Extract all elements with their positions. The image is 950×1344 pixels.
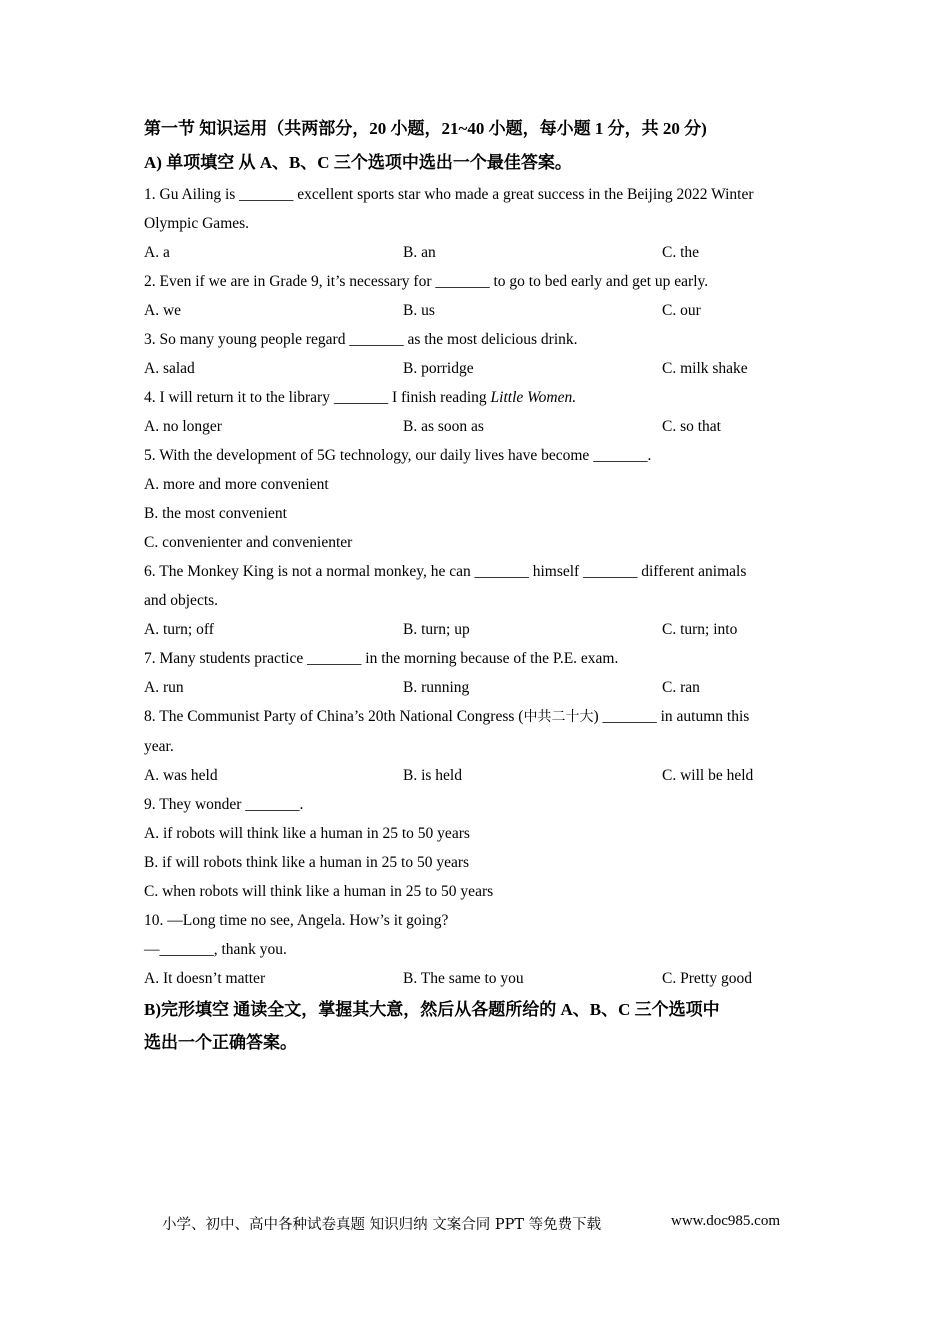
question-1-option-c: C. the: [662, 244, 700, 261]
question-6-stem-cont: and objects.: [144, 592, 219, 609]
question-1-option-a: A. a: [144, 244, 170, 261]
question-3-stem: 3. So many young people regard _______ as the most delicious drink.: [144, 331, 578, 348]
question-6-option-b: B. turn; up: [403, 621, 470, 638]
question-4-option-c: C. so that: [662, 418, 721, 435]
question-3-option-c: C. milk shake: [662, 360, 748, 377]
question-8-stem: [144, 707, 749, 727]
question-1-option-b: B. an: [403, 244, 436, 261]
question-5-stem: 5. With the development of 5G technology, our daily lives have become _______.: [144, 447, 652, 464]
question-2-stem: 2. Even if we are in Grade 9, it’s necessary for _______ to go to bed early and get up early.: [144, 273, 709, 290]
question-9-stem: 9. They wonder _______.: [144, 796, 304, 813]
question-5-option-b: B. the most convenient: [144, 505, 287, 522]
question-7-option-c: C. ran: [662, 679, 700, 696]
question-4-book-title: Little Women.: [490, 389, 577, 406]
question-8-stem-text-end: ) _______ in autumn this: [593, 708, 750, 725]
question-7-stem: 7. Many students practice _______ in the morning because of the P.E. exam.: [144, 650, 619, 667]
section-title: 第一节 知识运用（共两部分，20 小题，21~40 小题，每小题 1 分，共 20 分): [144, 119, 707, 138]
question-4-option-b: B. as soon as: [403, 418, 484, 435]
question-9-option-a: A. if robots will think like a human in 25 to 50 years: [144, 825, 470, 842]
question-8-stem-cont: year.: [144, 738, 174, 755]
question-10-stem: 10. —Long time no see, Angela. How’s it going?: [144, 912, 449, 929]
question-4-stem-text: 4. I will return it to the library _______ I finish reading: [144, 389, 491, 406]
question-8-option-b: B. is held: [403, 767, 462, 784]
question-6-stem: 6. The Monkey King is not a normal monkey, he can _______ himself _______ different animals: [144, 563, 747, 580]
question-2-option-a: A. we: [144, 302, 182, 319]
question-5-option-c: C. convenienter and convenienter: [144, 534, 353, 551]
part-a-heading: A) 单项填空 从 A、B、C 三个选项中选出一个最佳答案。: [144, 153, 572, 172]
question-2-option-b: B. us: [403, 302, 435, 319]
question-10-stem-cont: —_______, thank you.: [144, 941, 287, 958]
question-3-option-a: A. salad: [144, 360, 195, 377]
question-6-option-a: A. turn; off: [144, 621, 214, 638]
question-7-option-a: A. run: [144, 679, 184, 696]
question-10-option-a: A. It doesn’t matter: [144, 970, 266, 987]
question-8-option-c: C. will be held: [662, 767, 754, 784]
footer-text: 小学、初中、高中各种试卷真题 知识归纳 文案合同 PPT 等免费下载: [162, 1217, 602, 1233]
question-1-stem-cont: Olympic Games.: [144, 215, 250, 232]
question-10-option-b: B. The same to you: [403, 970, 524, 987]
question-10-option-c: C. Pretty good: [662, 970, 752, 987]
footer-url[interactable]: www.doc985.com: [671, 1213, 781, 1229]
question-9-option-b: B. if will robots think like a human in 25 to 50 years: [144, 854, 470, 871]
question-5-option-a: A. more and more convenient: [144, 476, 329, 493]
question-8-option-a: A. was held: [144, 767, 218, 784]
question-4-option-a: A. no longer: [144, 418, 222, 435]
question-3-option-b: B. porridge: [403, 360, 474, 377]
question-9-option-c: C. when robots will think like a human in 25 to 50 years: [144, 883, 494, 900]
part-b-heading: B)完形填空 通读全文，掌握其大意，然后从各题所给的 A、B、C 三个选项中: [144, 1000, 720, 1019]
question-8-stem-text: 8. The Communist Party of China’s 20th National Congress (: [144, 708, 524, 725]
question-8-chinese-note: 中共二十大: [523, 709, 594, 725]
question-6-option-c: C. turn; into: [662, 621, 738, 638]
part-b-heading-cont: 选出一个正确答案。: [144, 1033, 297, 1052]
question-7-option-b: B. running: [403, 679, 470, 696]
question-2-option-c: C. our: [662, 302, 701, 319]
question-4-stem: [144, 388, 576, 408]
question-1-stem: 1. Gu Ailing is _______ excellent sports star who made a great success in the Beijing 2022 Winter: [144, 186, 754, 203]
